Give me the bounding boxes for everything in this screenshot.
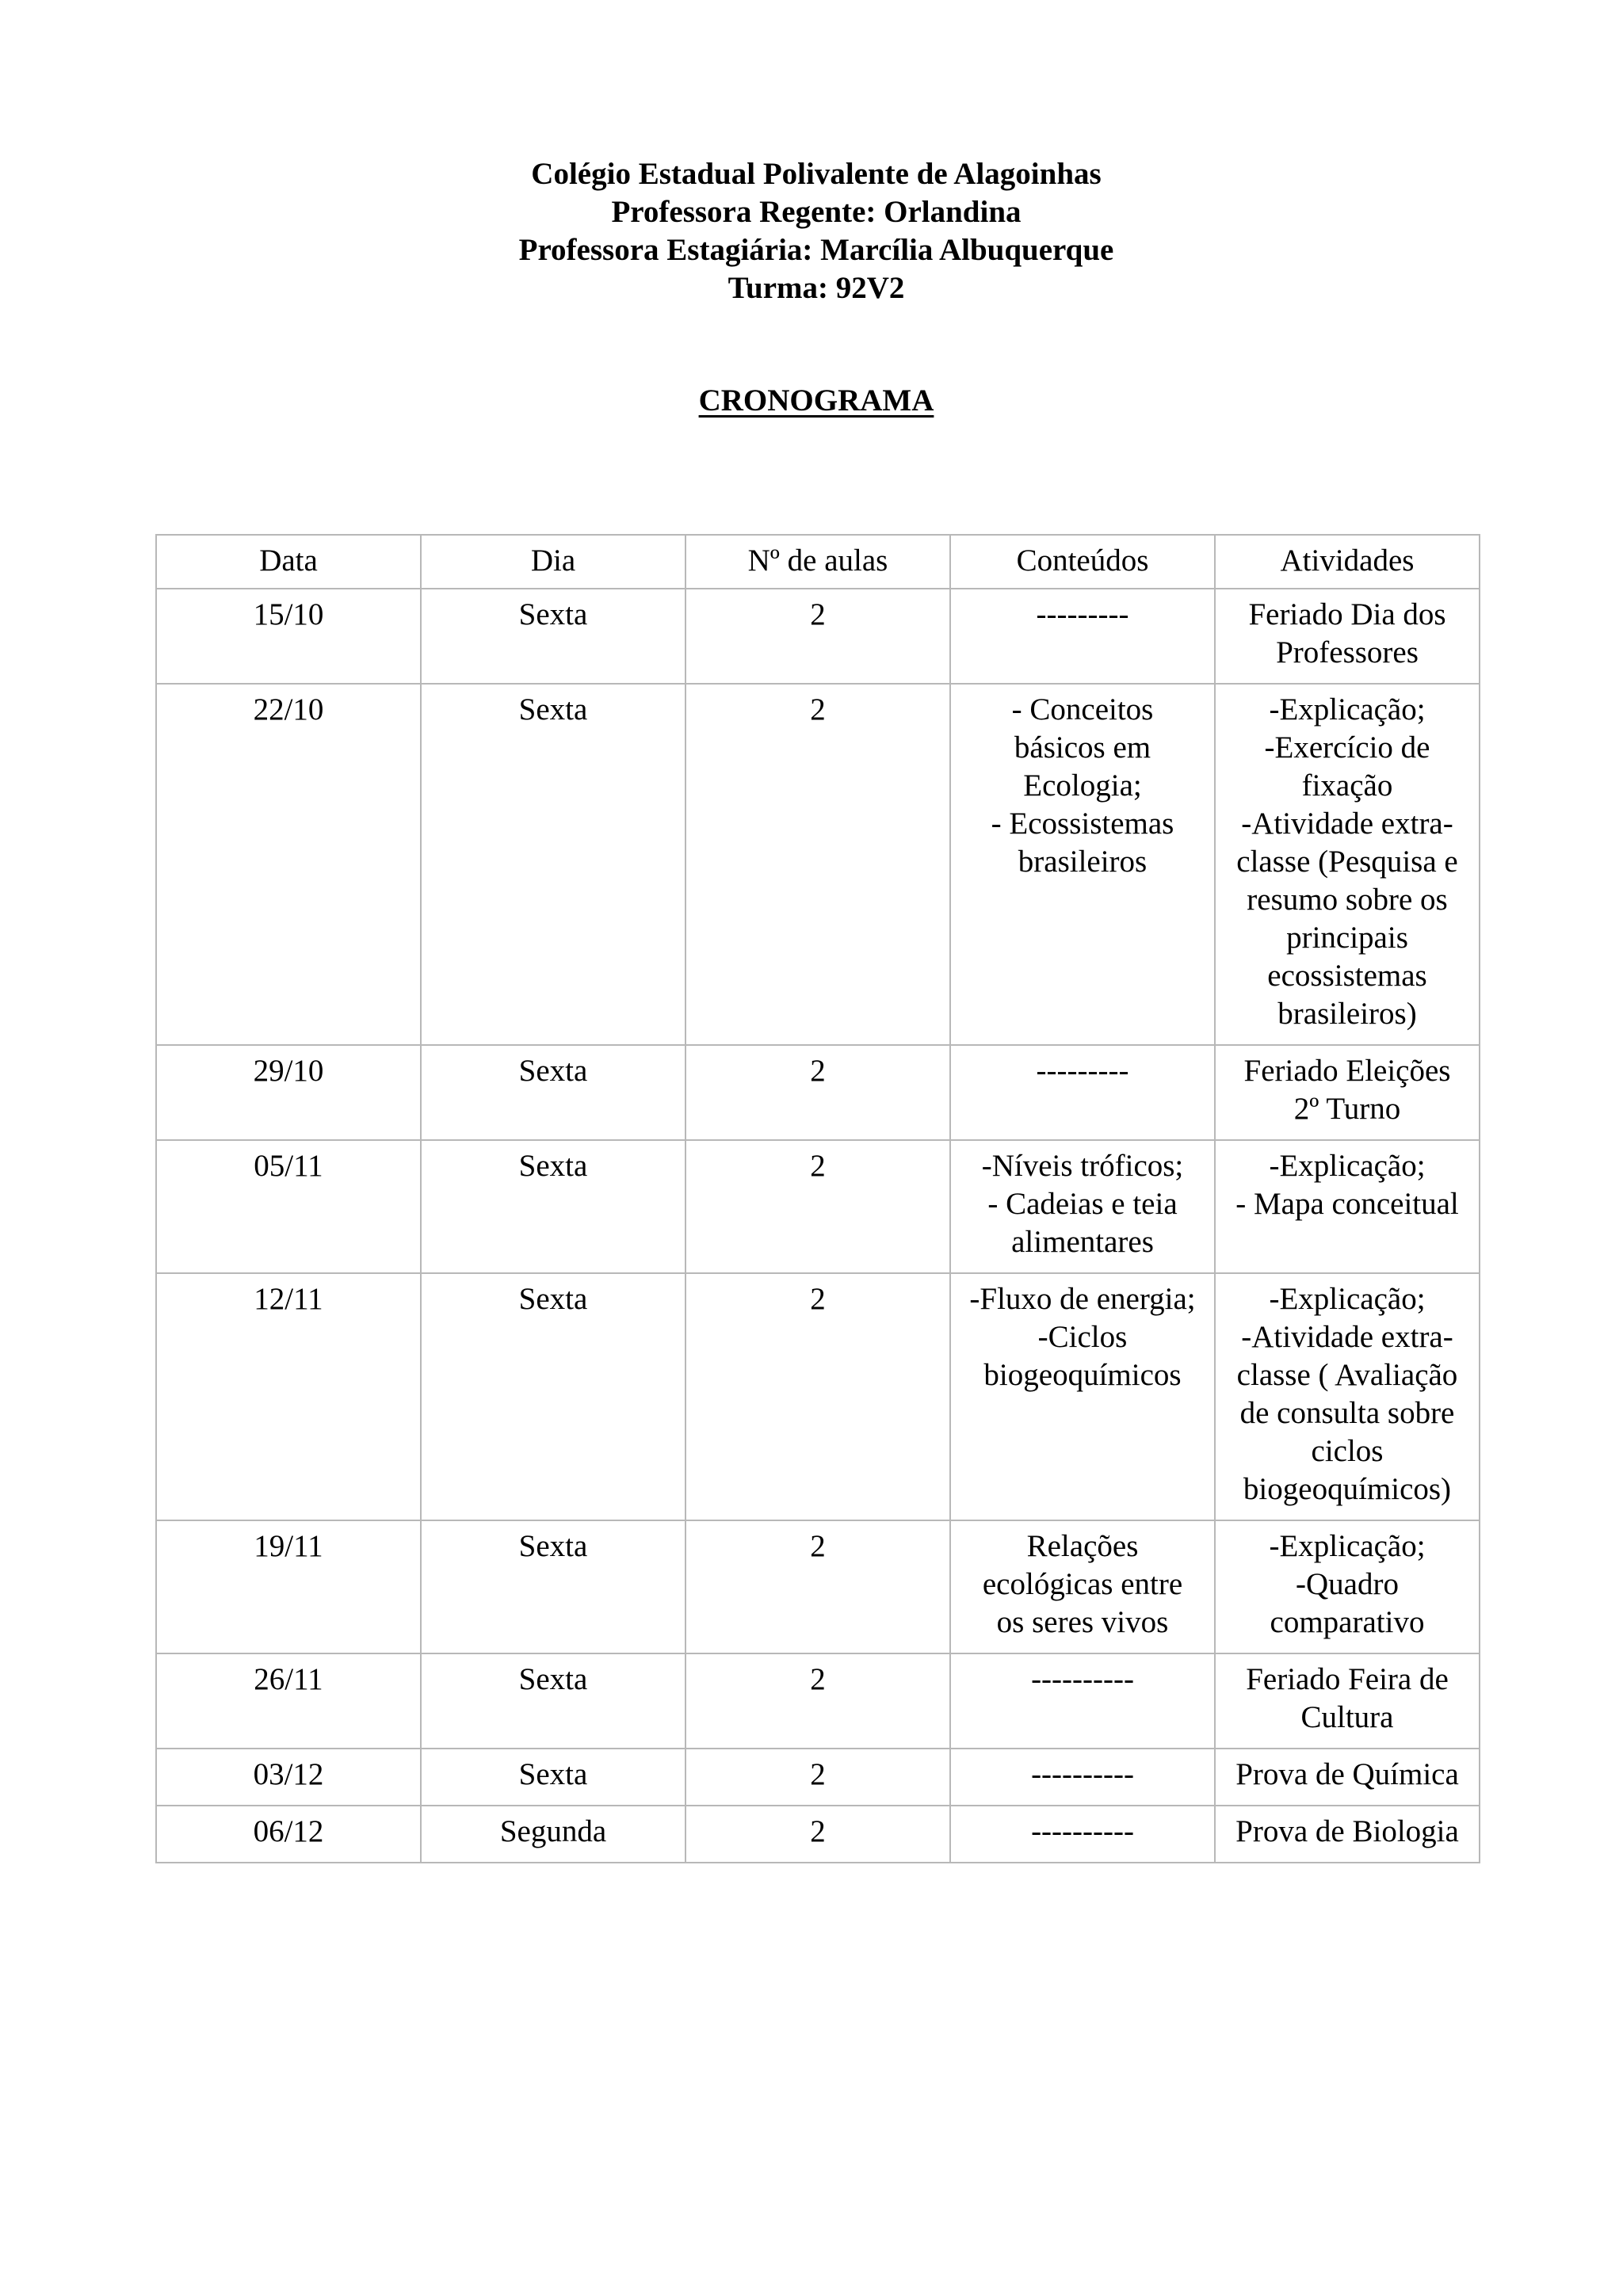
cell-aulas: 2: [685, 1806, 950, 1863]
cell-aulas: 2: [685, 1749, 950, 1806]
cell-atividades: -Explicação; -Atividade extra- classe ( Avaliação de consulta sobre ciclos biogeoquímicos): [1215, 1273, 1480, 1520]
cell-dia: Segunda: [421, 1806, 685, 1863]
cell-dia: Sexta: [421, 1653, 685, 1749]
cell-data: 26/11: [156, 1653, 421, 1749]
intern-teacher: Professora Estagiária: Marcília Albuquerque: [518, 233, 1114, 267]
cell-atividades: Feriado Feira de Cultura: [1215, 1653, 1480, 1749]
cell-atividades: -Explicação; -Quadro comparativo: [1215, 1520, 1480, 1653]
cell-aulas: 2: [685, 1653, 950, 1749]
table-row: [156, 1653, 1480, 1749]
page-title: CRONOGRAMA: [698, 383, 934, 418]
cell-aulas: 2: [685, 1520, 950, 1653]
cell-atividades: Prova de Química: [1215, 1749, 1480, 1806]
cell-conteudos: ----------: [950, 1749, 1215, 1806]
cell-atividades: -Explicação; -Exercício de fixação -Atividade extra- classe (Pesquisa e resumo sobre os principais ecossistemas brasileiros): [1215, 684, 1480, 1045]
cell-dia: Sexta: [421, 684, 685, 1045]
cell-aulas: 2: [685, 684, 950, 1045]
table-row: [156, 589, 1480, 684]
cell-data: 05/11: [156, 1140, 421, 1273]
cell-dia: Sexta: [421, 589, 685, 684]
cell-dia: Sexta: [421, 1749, 685, 1806]
table-row: [156, 1520, 1480, 1653]
document-header: [0, 155, 1623, 307]
cell-dia: Sexta: [421, 1045, 685, 1140]
column-header-dia: Dia: [421, 535, 685, 589]
table-header-row: [156, 535, 1480, 589]
column-header-atividades: Atividades: [1215, 535, 1480, 589]
table-row: [156, 1273, 1480, 1520]
cell-conteudos: ---------: [950, 1045, 1215, 1140]
column-header-data: Data: [156, 535, 421, 589]
cell-aulas: 2: [685, 1045, 950, 1140]
cell-conteudos: Relações ecológicas entre os seres vivos: [950, 1520, 1215, 1653]
cell-data: 22/10: [156, 684, 421, 1045]
class-name: Turma: 92V2: [727, 271, 905, 305]
cell-dia: Sexta: [421, 1273, 685, 1520]
cell-atividades: -Explicação; - Mapa conceitual: [1215, 1140, 1480, 1273]
cell-atividades: Feriado Dia dos Professores: [1215, 589, 1480, 684]
cell-conteudos: ----------: [950, 1806, 1215, 1863]
cell-conteudos: -Fluxo de energia; -Ciclos biogeoquímicos: [950, 1273, 1215, 1520]
cell-data: 19/11: [156, 1520, 421, 1653]
table-row: [156, 1140, 1480, 1273]
cell-dia: Sexta: [421, 1520, 685, 1653]
cell-data: 03/12: [156, 1749, 421, 1806]
cell-conteudos: ----------: [950, 1653, 1215, 1749]
cell-aulas: 2: [685, 1140, 950, 1273]
table-row: [156, 1045, 1480, 1140]
table-row: [156, 1749, 1480, 1806]
cell-data: 15/10: [156, 589, 421, 684]
cell-atividades: Prova de Biologia: [1215, 1806, 1480, 1863]
table-row: [156, 1806, 1480, 1863]
cell-data: 12/11: [156, 1273, 421, 1520]
cell-conteudos: -Níveis tróficos; - Cadeias e teia alimentares: [950, 1140, 1215, 1273]
column-header-aulas: Nº de aulas: [685, 535, 950, 589]
cell-data: 06/12: [156, 1806, 421, 1863]
cell-data: 29/10: [156, 1045, 421, 1140]
regent-teacher: Professora Regente: Orlandina: [611, 195, 1022, 229]
schedule-table: [155, 534, 1480, 1863]
column-header-conteudos: Conteúdos: [950, 535, 1215, 589]
cell-conteudos: ---------: [950, 589, 1215, 684]
cell-dia: Sexta: [421, 1140, 685, 1273]
cell-atividades: Feriado Eleições 2º Turno: [1215, 1045, 1480, 1140]
table-row: [156, 684, 1480, 1045]
cell-aulas: 2: [685, 1273, 950, 1520]
cell-aulas: 2: [685, 589, 950, 684]
school-name: Colégio Estadual Polivalente de Alagoinhas: [531, 157, 1102, 191]
cell-conteudos: - Conceitos básicos em Ecologia; - Ecossistemas brasileiros: [950, 684, 1215, 1045]
